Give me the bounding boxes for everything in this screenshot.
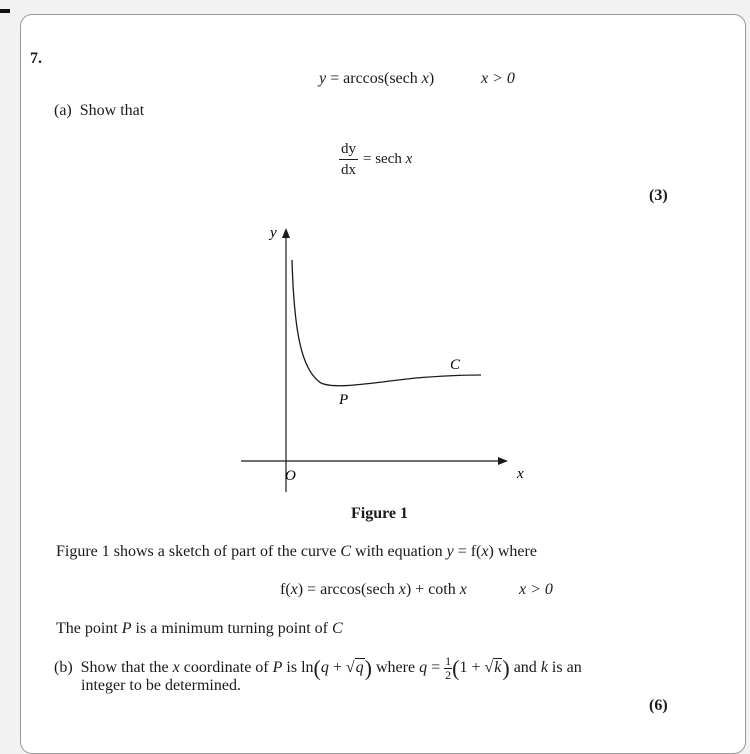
point-p-statement: The point P is a minimum turning point of C [56, 620, 343, 637]
figure-caption: Figure 1 [351, 505, 409, 522]
x-axis-arrow-icon [498, 457, 508, 465]
point-label-p: P [339, 392, 349, 408]
question-card [20, 14, 746, 754]
one-half-fraction: $\frac{1}{2}$ [445, 654, 452, 682]
dy-dx-fraction: $\frac{dy}{dx}$ [341, 141, 356, 178]
part-a-prompt: (a) Show that [54, 102, 145, 119]
part-a-marks: (3) [649, 187, 668, 204]
sqrt-q: √q [345, 659, 364, 677]
y-axis-arrow-icon [282, 228, 290, 238]
main-equation: y = arccos(sech x) [319, 70, 435, 87]
part-b-prompt-line2: integer to be determined. [81, 677, 241, 694]
figure-1-sketch [236, 220, 526, 500]
derivative-expression [339, 139, 358, 180]
part-b-marks: (6) [649, 697, 668, 714]
f-definition: f(x) = arccos(sech x) + coth x [280, 581, 467, 598]
question-number: 7. [30, 50, 42, 67]
f-definition-condition: x > 0 [519, 581, 553, 598]
sqrt-k: √k [484, 659, 502, 677]
corner-mark [0, 9, 10, 13]
derivative-rhs: = sech x [363, 151, 413, 167]
curve-label-c: C [450, 357, 461, 373]
x-axis-label: x [517, 466, 524, 482]
origin-label: O [285, 468, 296, 484]
part-b-prompt: (b) Show that the x coordinate of P is ln(q + √q) where q = $\frac{1}{2}$ (1 + √k) and k is an [54, 654, 582, 682]
y-axis-label: y [270, 225, 277, 241]
figure-description: Figure 1 shows a sketch of part of the curve C with equation y = f(x) where [56, 543, 537, 560]
main-equation-condition: x > 0 [481, 70, 515, 87]
